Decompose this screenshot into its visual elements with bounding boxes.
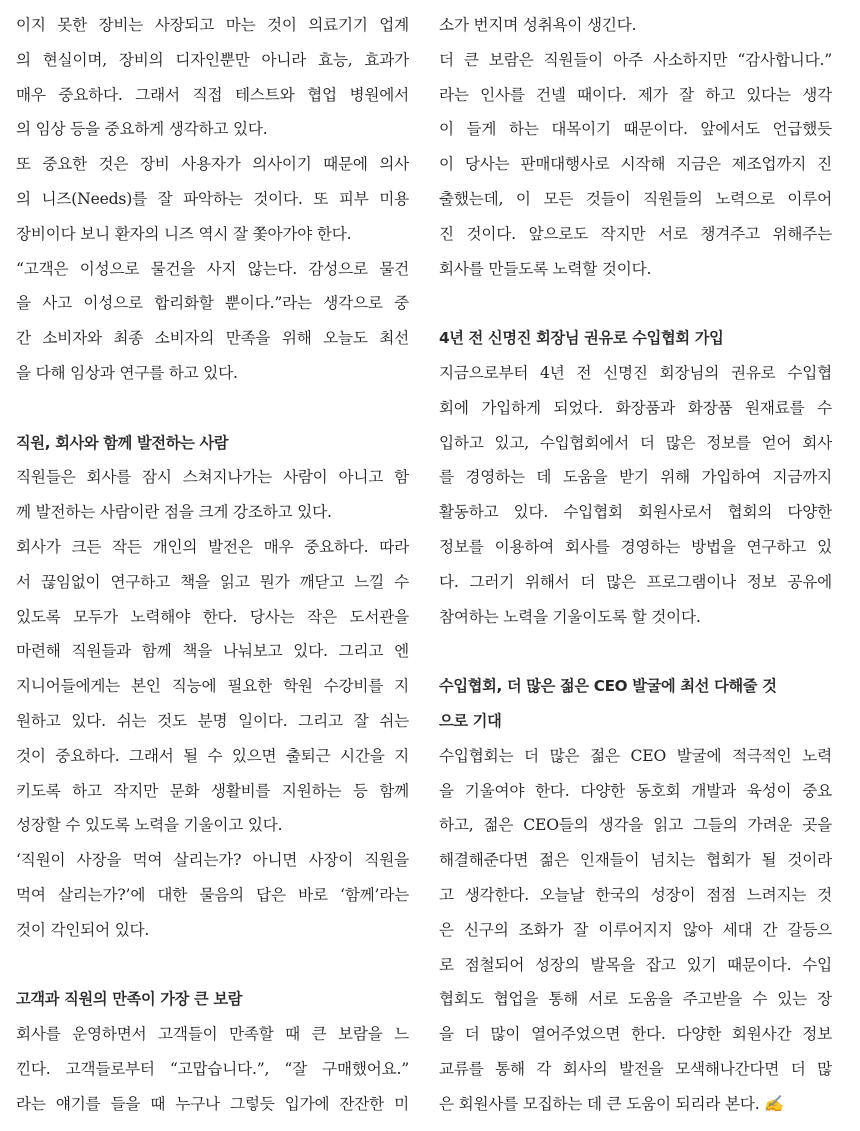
text-line-content: 마련해 직원들과 함께 책을 나눠보고 있다. 그리고 엔 (16, 642, 409, 661)
text-line-content: 회에 가입하게 되었다. 화장품과 화장품 원재료를 수 (439, 398, 832, 417)
text-line-content: 은 회원사를 모집하는 데 큰 도움이 되리라 본다. (439, 1094, 760, 1113)
text-line-content: 키도록 하고 작지만 문화 생활비를 지원하는 등 함께 (16, 781, 409, 800)
text-line (16, 252, 409, 287)
text-line (16, 356, 409, 391)
text-line (439, 356, 832, 391)
text-line (439, 1017, 832, 1052)
text-line (439, 43, 832, 78)
text-line (439, 600, 832, 635)
text-line (16, 669, 409, 704)
text-line-content: 지니어들에게는 본인 직능에 필요한 학원 수강비를 지 (16, 677, 409, 696)
text-line-content: 참여하는 노력을 기울이도록 할 것이다. (439, 607, 701, 626)
text-line-content: 입하고 있고, 수입협회에서 더 많은 정보를 얻어 회사 (439, 433, 832, 452)
text-line-content: 회사를 운영하면서 고객들이 만족할 때 큰 보람을 느 (16, 1025, 409, 1044)
paragraph-gap (439, 286, 832, 321)
text-line (16, 843, 409, 878)
text-line-content: 회사를 만들도록 노력할 것이다. (439, 259, 652, 278)
text-line-content: 께 발전하는 사람이란 점을 크게 강조하고 있다. (16, 503, 332, 522)
text-line (16, 495, 409, 530)
text-line (16, 1052, 409, 1087)
text-line (16, 634, 409, 669)
section-heading-text: 4년 전 신명진 회장님 권유로 수입협회 가입 (439, 329, 724, 348)
text-line (439, 1052, 832, 1087)
text-line (16, 913, 409, 948)
text-line-content: 간 소비자와 최종 소비자의 만족을 위해 오늘도 최선 (16, 329, 409, 348)
text-line (439, 843, 832, 878)
text-line (439, 565, 832, 600)
text-line-content: 협회도 협업을 통해 서로 도움을 주고받을 수 있는 장 (439, 990, 832, 1009)
text-line-content: 를 경영하는 데 도움을 받기 위해 가입하여 지금까지 (439, 468, 832, 487)
text-line (16, 286, 409, 321)
text-line (16, 878, 409, 913)
text-line (16, 600, 409, 635)
text-line-content: “고객은 이성으로 물건을 사지 않는다. 감성으로 물건 (16, 259, 409, 278)
text-line (439, 495, 832, 530)
section-heading (439, 704, 832, 739)
text-line-content: 을 사고 이성으로 합리화할 뿐이다.”라는 생각으로 중 (16, 294, 409, 313)
text-line-content: 라는 얘기를 들을 때 누구나 그렇듯 입가에 잔잔한 미 (16, 1094, 409, 1113)
paragraph-gap (16, 391, 409, 426)
text-line (439, 739, 832, 774)
text-line (16, 1087, 409, 1122)
text-line (16, 565, 409, 600)
text-line (16, 530, 409, 565)
section-heading-text: 수입협회, 더 많은 젊은 CEO 발굴에 최선 다해줄 것 (439, 677, 777, 696)
text-line (439, 774, 832, 809)
text-line-content: 낀다. 고객들로부터 “고맙습니다.”, “잘 구매했어요.” (16, 1059, 409, 1078)
text-line (439, 147, 832, 182)
text-line (439, 112, 832, 147)
text-line-content: 은 신구의 조화가 잘 이루어지지 않아 세대 간 갈등으 (439, 920, 832, 939)
text-line (439, 982, 832, 1017)
text-line (16, 1017, 409, 1052)
text-line-content: 의 임상 등을 중요하게 생각하고 있다. (16, 120, 268, 139)
text-line (439, 530, 832, 565)
paragraph-gap (439, 634, 832, 669)
text-line (16, 8, 409, 43)
section-heading (439, 321, 832, 356)
text-line (16, 460, 409, 495)
text-line (16, 808, 409, 843)
section-heading (439, 669, 832, 704)
text-line (439, 1087, 832, 1122)
text-line-content: 회사가 크든 작든 개인의 발전은 매우 중요하다. 따라 (16, 537, 409, 556)
text-line-content: 소가 번지며 성취욕이 생긴다. (439, 16, 637, 34)
section-heading (16, 426, 409, 461)
paragraph-gap (16, 948, 409, 983)
text-line-content: 직원들은 회사를 잠시 스쳐지나가는 사람이 아니고 함 (16, 468, 409, 487)
text-line-content: 을 기울여야 한다. 다양한 동호회 개발과 육성이 중요 (439, 781, 832, 800)
text-line-content: 있도록 모두가 노력해야 한다. 당사는 작은 도서관을 (16, 607, 409, 626)
text-line-content: 것이 중요하다. 그래서 될 수 있으면 출퇴근 시간을 지 (16, 746, 409, 765)
text-line (439, 78, 832, 113)
text-line (439, 8, 832, 43)
text-line-content: 의 현실이며, 장비의 디자인뿐만 아니라 효능, 효과가 (16, 50, 409, 69)
text-line-content: 성장할 수 있도록 노력을 기울이고 있다. (16, 816, 283, 835)
right-column (439, 8, 832, 1122)
text-line (439, 426, 832, 461)
text-line-content: 해결해준다면 젊은 인재들이 넘치는 협회가 될 것이라 (439, 851, 832, 870)
text-line (16, 217, 409, 252)
text-line-content: 교류를 통해 각 회사의 발전을 모색해나간다면 더 많 (439, 1059, 832, 1078)
text-line-content: 하고, 젊은 CEO들의 생각을 읽고 그들의 가려운 곳을 (439, 816, 832, 835)
text-line (16, 112, 409, 147)
text-line-content: 것이 각인되어 있다. (16, 920, 150, 939)
text-line-content: 이 당사는 판매대행사로 시작해 지금은 제조업까지 진 (439, 155, 832, 174)
text-line (16, 182, 409, 217)
text-line-content: 장비이다 보니 환자의 니즈 역시 잘 쫓아가야 한다. (16, 224, 352, 243)
text-line (16, 78, 409, 113)
text-line (439, 913, 832, 948)
section-heading-text: 직원, 회사와 함께 발전하는 사람 (16, 433, 229, 452)
text-line-content: 활동하고 있다. 수입협회 회원사로서 협회의 다양한 (439, 503, 832, 522)
text-line-content: 매우 중요하다. 그래서 직접 테스트와 협업 병원에서 (16, 85, 409, 104)
text-line-content: 고 생각한다. 오늘날 한국의 성장이 점점 느려지는 것 (439, 885, 832, 904)
text-line (439, 391, 832, 426)
section-heading (16, 982, 409, 1017)
text-line (16, 774, 409, 809)
text-line-content: 을 더 많이 열어주었으면 한다. 다양한 회원사간 정보 (439, 1025, 832, 1044)
text-line (439, 460, 832, 495)
text-line-content: 또 중요한 것은 장비 사용자가 의사이기 때문에 의사 (16, 155, 409, 174)
text-line-content: 수입협회는 더 많은 젊은 CEO 발굴에 적극적인 노력 (439, 746, 832, 765)
text-line-content: 정보를 이용하여 회사를 경영하는 방법을 연구하고 있 (439, 537, 832, 556)
text-line-content: 서 끊임없이 연구하고 책을 읽고 뭔가 깨닫고 느낄 수 (16, 572, 409, 591)
left-column (16, 8, 409, 1122)
text-line-content: 라는 인사를 건넬 때이다. 제가 잘 하고 있다는 생각 (439, 85, 832, 104)
text-line (439, 182, 832, 217)
text-line (16, 739, 409, 774)
text-line (439, 217, 832, 252)
text-line-content: 로 점철되어 성장의 발목을 잡고 있기 때문이다. 수입 (439, 955, 832, 974)
text-line-content: 출했는데, 이 모든 것들이 직원들의 노력으로 이루어 (439, 189, 832, 208)
text-line (439, 948, 832, 983)
text-line-content: 이 들게 하는 대목이기 때문이다. 앞에서도 언급했듯 (439, 120, 832, 139)
text-line-content: ‘직원이 사장을 먹여 살리는가? 아니면 사장이 직원을 (16, 851, 409, 870)
section-heading-text: 으로 기대 (439, 711, 502, 730)
text-line-content: 이지 못한 장비는 사장되고 마는 것이 의료기기 업계 (16, 16, 409, 34)
text-line-content: 다. 그러기 위해서 더 많은 프로그램이나 정보 공유에 (439, 572, 832, 591)
end-mark-icon: ✍ (763, 1093, 784, 1113)
text-line (439, 252, 832, 287)
text-line (16, 704, 409, 739)
text-line-content: 원하고 있다. 쉬는 것도 분명 일이다. 그리고 잘 쉬는 (16, 711, 409, 730)
text-line-content: 진 것이다. 앞으로도 작지만 서로 챙겨주고 위해주는 (439, 224, 832, 243)
text-line-content: 지금으로부터 4년 전 신명진 회장님의 권유로 수입협 (439, 363, 832, 382)
text-line-content: 먹여 살리는가?’에 대한 물음의 답은 바로 ‘함께’라는 (16, 885, 409, 904)
text-line-content: 을 다해 임상과 연구를 하고 있다. (16, 363, 238, 382)
text-line (16, 147, 409, 182)
text-line-content: 의 니즈(Needs)를 잘 파악하는 것이다. 또 피부 미용 (16, 189, 409, 208)
text-line (16, 321, 409, 356)
text-line (16, 43, 409, 78)
section-heading-text: 고객과 직원의 만족이 가장 큰 보람 (16, 990, 243, 1009)
text-line-content: 더 큰 보람은 직원들이 아주 사소하지만 “감사합니다.” (439, 50, 832, 69)
text-line (439, 878, 832, 913)
text-line (439, 808, 832, 843)
